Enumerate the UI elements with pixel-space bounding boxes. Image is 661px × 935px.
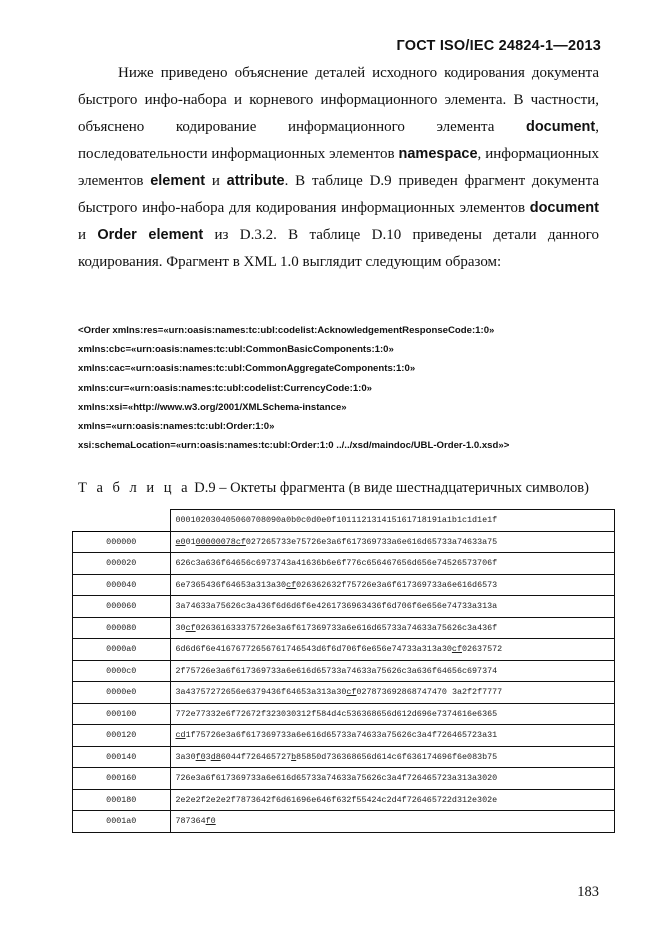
- xml-fragment: [78, 321, 618, 455]
- offset-cell: 000100: [73, 703, 171, 725]
- paragraph-text: . В таблице D.9 приведен фрагмент документа быстрого инфо-набора для кодирования информационных элементов: [78, 173, 599, 216]
- hex-marked-octet: cf: [235, 536, 246, 547]
- hex-octets: 85850d736368656d614c6f636174696f6e083b75: [296, 751, 498, 762]
- table-row: [73, 703, 615, 725]
- hex-marked-octet: e0: [175, 536, 186, 547]
- paragraph-text: Ниже приведено объяснение деталей исходного кодирования документа быстрого инфо-набора и корневого информационного элемента. В частности, объяснено кодирование информационного элемента: [78, 65, 599, 135]
- keyword-element: element: [150, 173, 206, 189]
- keyword-order-element: Order element: [97, 227, 204, 243]
- hex-octets: 6044f726465727: [220, 751, 292, 762]
- offset-cell: 000020: [73, 553, 171, 575]
- body-paragraph: [78, 60, 599, 276]
- offset-cell: 0000c0: [73, 660, 171, 682]
- offset-cell: 0001a0: [73, 811, 171, 833]
- keyword-document-2: document: [529, 200, 599, 216]
- table-row: [73, 660, 615, 682]
- hex-cell: [170, 574, 615, 596]
- hex-marked-octet: 00000078: [195, 536, 236, 547]
- hex-cell: [170, 811, 615, 833]
- table-row: [73, 746, 615, 768]
- hex-octets: 2e2e2f2e2e2f7873642f6d61696e646f632f55424c2d4f726465722d312e302e: [175, 794, 498, 805]
- hex-octets: 3: [205, 751, 211, 762]
- offset-cell: 000120: [73, 725, 171, 747]
- hex-cell: [170, 682, 615, 704]
- hex-cell: [170, 768, 615, 790]
- hex-cell: [170, 660, 615, 682]
- xml-line: xsi:schemaLocation=«urn:oasis:names:tc:ubl:Order:1:0 ../../xsd/maindoc/UBL-Order-1.0.xsd»>: [78, 440, 510, 452]
- offset-cell: 000060: [73, 596, 171, 618]
- hex-octets: 626c3a636f64656c6973743a41636b6e6f776c656467656d656e74526573706f: [175, 558, 498, 569]
- hex-octets: 02637572: [461, 644, 503, 655]
- hex-octets: 026362632f75726e3a6f617369733a6e616d6573: [296, 579, 498, 590]
- hex-octets: 6d6d6f6e41676772656761746543d6f6d706f6e656e74733a313a30: [175, 644, 452, 655]
- offset-cell: 000040: [73, 574, 171, 596]
- hex-octets: 787364: [175, 816, 206, 827]
- caption-label: Т а б л и ц а: [78, 480, 191, 496]
- hex-marked-octet: d8: [210, 751, 221, 762]
- header-blank-cell: [73, 510, 171, 532]
- hex-cell: [170, 789, 615, 811]
- table-row: [73, 553, 615, 575]
- paragraph-text: из D.3.2. В таблице D.10 приведены детали данного кодирования. Фрагмент в XML 1.0 выглядит следующим образом:: [78, 227, 599, 270]
- hex-marked-octet: f0: [195, 751, 206, 762]
- xml-line: <Order xmlns:res=«urn:oasis:names:tc:ubl:codelist:AcknowledgementResponseCode:1:0»: [78, 325, 495, 336]
- table-caption: [78, 480, 589, 497]
- offset-cell: 000080: [73, 617, 171, 639]
- hex-marked-octet: b: [291, 751, 297, 762]
- column-header: 000102030405060708090a0b0c0d0e0f101112131415161718191a1b1c1d1e1f: [170, 510, 615, 532]
- paragraph-text: и: [205, 173, 227, 189]
- hex-cell: [170, 617, 615, 639]
- hex-octets: 2f75726e3a6f617369733a6e616d65733a74633a75626c3a636f64656c697374: [175, 665, 498, 676]
- keyword-attribute: attribute: [226, 173, 285, 189]
- hex-octets: 30: [175, 622, 186, 633]
- table-row: [73, 789, 615, 811]
- hex-octets: 026361633375726e3a6f617369733a6e616d65733a74633a75626c3a436f: [195, 622, 498, 633]
- caption-text: D.9 – Октеты фрагмента (в виде шестнадцатеричных символов): [190, 480, 589, 496]
- hex-octets: 3a74633a75626c3a436f6d6d6f6e4261736963436f6d706f6e656e74733a313a: [175, 601, 498, 612]
- offset-cell: 0000e0: [73, 682, 171, 704]
- page-number: 183: [577, 884, 599, 900]
- hex-cell: [170, 553, 615, 575]
- xml-line: xmlns:cac=«urn:oasis:names:tc:ubl:CommonAggregateComponents:1:0»: [78, 363, 416, 375]
- hex-cell: [170, 596, 615, 618]
- table-row: [73, 682, 615, 704]
- table-row: [73, 596, 615, 618]
- offset-cell: 000140: [73, 746, 171, 768]
- offset-cell: 000160: [73, 768, 171, 790]
- hex-octets: 726e3a6f617369733a6e616d65733a74633a75626c3a4f726465723a313a3020: [175, 773, 498, 784]
- xml-line: xmlns:cur=«urn:oasis:names:tc:ubl:codelist:CurrencyCode:1:0»: [78, 382, 373, 394]
- paragraph-text: , информационных элементов: [78, 146, 599, 189]
- xml-line: xmlns:xsi=«http://www.w3.org/2001/XMLSchema-instance»: [78, 401, 347, 413]
- paragraph-text: и: [78, 227, 98, 243]
- hex-octets: 6e7365436f64653a313a30: [175, 579, 287, 590]
- xml-line: xmlns:cbc=«urn:oasis:names:tc:ubl:CommonBasicComponents:1:0»: [78, 344, 394, 356]
- hex-octets: 027265733e75726e3a6f617369733a6e616d65733a74633a75: [245, 536, 498, 547]
- hex-octet-table: [72, 509, 615, 833]
- document-header: ГОСТ ISO/IEC 24824-1—2013: [396, 38, 601, 54]
- table-header-row: [73, 510, 615, 532]
- table-row: [73, 574, 615, 596]
- offset-cell: 000180: [73, 789, 171, 811]
- table-row: [73, 617, 615, 639]
- offset-cell: 000000: [73, 531, 171, 553]
- table-row: [73, 725, 615, 747]
- hex-cell: [170, 531, 615, 553]
- table-row: [73, 768, 615, 790]
- hex-marked-octet: cd: [175, 730, 186, 741]
- table-row: [73, 531, 615, 553]
- hex-marked-octet: cf: [286, 579, 297, 590]
- hex-cell: [170, 703, 615, 725]
- hex-octets: 3a30: [175, 751, 196, 762]
- table-row: [73, 639, 615, 661]
- hex-octets: 027873692868747470 3a2f2f7777: [356, 687, 503, 698]
- offset-cell: 0000a0: [73, 639, 171, 661]
- keyword-namespace: namespace: [398, 146, 478, 162]
- keyword-document: document: [525, 119, 596, 135]
- xml-line: xmlns=«urn:oasis:names:tc:ubl:Order:1:0»: [78, 420, 275, 432]
- paragraph-text: , последовательности информационных элементов: [78, 119, 599, 162]
- hex-marked-octet: cf: [451, 644, 462, 655]
- hex-octets: 1f75726e3a6f617369733a6e616d65733a74633a75626c3a4f726465723a31: [185, 730, 498, 741]
- hex-marked-octet: cf: [185, 622, 196, 633]
- hex-octets: 772e77332e6f72672f323030312f584d4c536368656d612d696e7374616e6365: [175, 708, 498, 719]
- hex-octets: 01: [185, 536, 196, 547]
- hex-marked-octet: f0: [205, 816, 216, 827]
- hex-octets: 3a43757272656e6379436f64653a313a30: [175, 687, 347, 698]
- hex-cell: [170, 639, 615, 661]
- hex-cell: [170, 746, 615, 768]
- hex-cell: [170, 725, 615, 747]
- hex-marked-octet: cf: [346, 687, 357, 698]
- table-row: [73, 811, 615, 833]
